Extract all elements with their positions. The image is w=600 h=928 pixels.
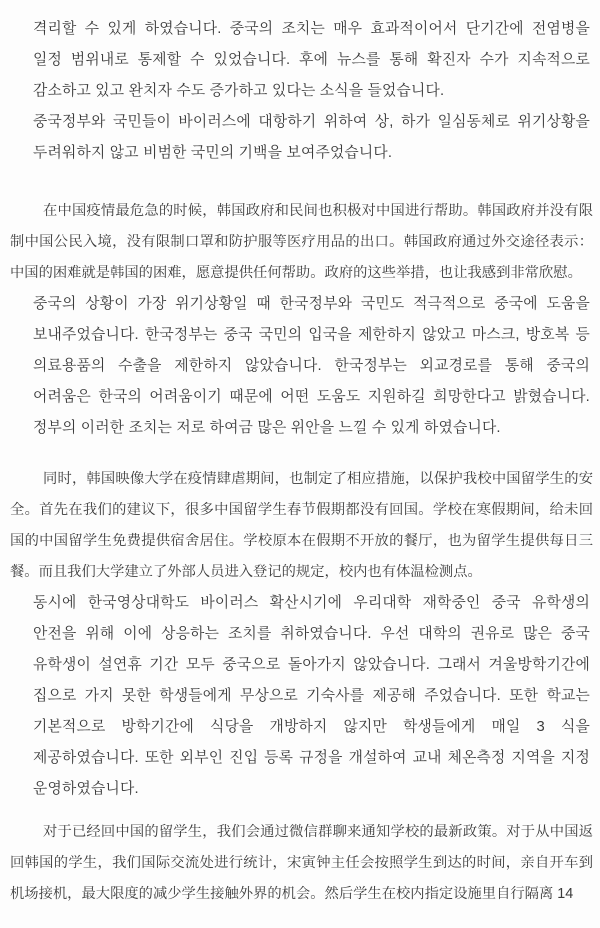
text-line: 중국의 상황이 가장 위기상황일 때 한국정부와 국민도 적극적으로 중국에 도움을	[33, 296, 590, 312]
text-line: 国的中国留学生免费提供宿舍居住。学校原本在假期不开放的餐厅，也为留学生提供每日三	[10, 533, 593, 549]
text-line: 制中国公民入境，没有限制口罩和防护服等医疗用品的出口。韩国政府通过外交途径表示：	[10, 234, 593, 250]
text-line: 감소하고 있고 완치자 수도 증가하고 있다는 소식을 들었습니다.	[33, 83, 445, 99]
text-line: 안전을 위해 이에 상응하는 조치를 취하였습니다. 우선 대학의 권유로 많은 중국	[33, 626, 590, 642]
text-line: 두려워하지 않고 비범한 국민의 기백을 보여주었습니다.	[33, 145, 393, 161]
chinese-paragraph-2	[10, 464, 593, 588]
text-line: 보내주었습니다. 한국정부는 중국 국민의 입국을 제한하지 않았고 마스크, 방호복 등	[33, 327, 590, 343]
korean-paragraph-3	[33, 588, 590, 805]
text-line: 의료용품의 수출을 제한하지 않았습니다. 한국정부는 외교경로를 통해 중국의	[33, 358, 590, 374]
text-line: 全。首先在我们的建议下，很多中国留学生春节假期都没有回国。学校在寒假期间，给未回	[10, 502, 593, 518]
text-line: 중국정부와 국민들이 바이러스에 대항하기 위하여 상, 하가 일심동체로 위기상황을	[33, 114, 590, 130]
text-line: 回韩国的学生，我们国际交流处进行统计，宋寅钟主任会按照学生到达的时间，亲自开车到	[10, 855, 593, 871]
korean-paragraph-2	[33, 289, 590, 444]
korean-paragraph-1	[33, 14, 590, 169]
text-line: 격리할 수 있게 하였습니다. 중국의 조치는 매우 효과적이어서 단기간에 전염병을	[33, 21, 590, 37]
text-line: 운영하였습니다.	[33, 781, 139, 797]
text-line: 기본적으로 방학기간에 식당을 개방하지 않지만 학생들에게 매일 3 식을	[33, 719, 590, 735]
text-line: 餐。而且我们大学建立了外部人员进入登记的规定，校内也有体温检测点。	[10, 564, 482, 580]
text-line: 집으로 가지 못한 학생들에게 무상으로 기숙사를 제공해 주었습니다. 또한 학교는	[33, 688, 590, 704]
text-line: 제공하였습니다. 또한 외부인 진입 등록 규정을 개설하여 교내 체온측정 지역을 지정	[33, 750, 590, 766]
text-line: 유학생이 설연휴 기간 모두 중국으로 돌아가지 않았습니다. 그래서 겨울방학기간에	[33, 657, 590, 673]
text-line: 中国的困难就是韩国的困难，愿意提供任何帮助。政府的这些举措，也让我感到非常欣慰。	[10, 265, 582, 281]
text-line: 일정 범위내로 통제할 수 있었습니다. 후에 뉴스를 통해 확진자 수가 지속적으로	[33, 52, 590, 68]
text-line: 对于已经回中国的留学生，我们会通过微信群聊来通知学校的最新政策。对于从中国返	[43, 824, 593, 840]
text-line: 어려움은 한국의 어려움이기 때문에 어떤 도움도 지원하길 희망한다고 밝혔습니다.	[33, 389, 590, 405]
text-line: 同时，韩国映像大学在疫情肆虐期间，也制定了相应措施，以保护我校中国留学生的安	[43, 471, 593, 487]
chinese-paragraph-3	[10, 817, 593, 910]
text-line: 机场接机，最大限度的减少学生接触外界的机会。然后学生在校内指定设施里自行隔离 14	[10, 886, 574, 902]
text-line: 정부의 이러한 조치는 저로 하여금 많은 위안을 느낄 수 있게 하였습니다.	[33, 420, 501, 436]
text-line: 동시에 한국영상대학도 바이러스 확산시기에 우리대학 재학중인 중국 유학생의	[33, 595, 590, 611]
chinese-paragraph-1	[10, 196, 593, 289]
text-line: 在中国疫情最危急的时候，韩国政府和民间也积极对中国进行帮助。韩国政府并没有限	[43, 203, 593, 219]
